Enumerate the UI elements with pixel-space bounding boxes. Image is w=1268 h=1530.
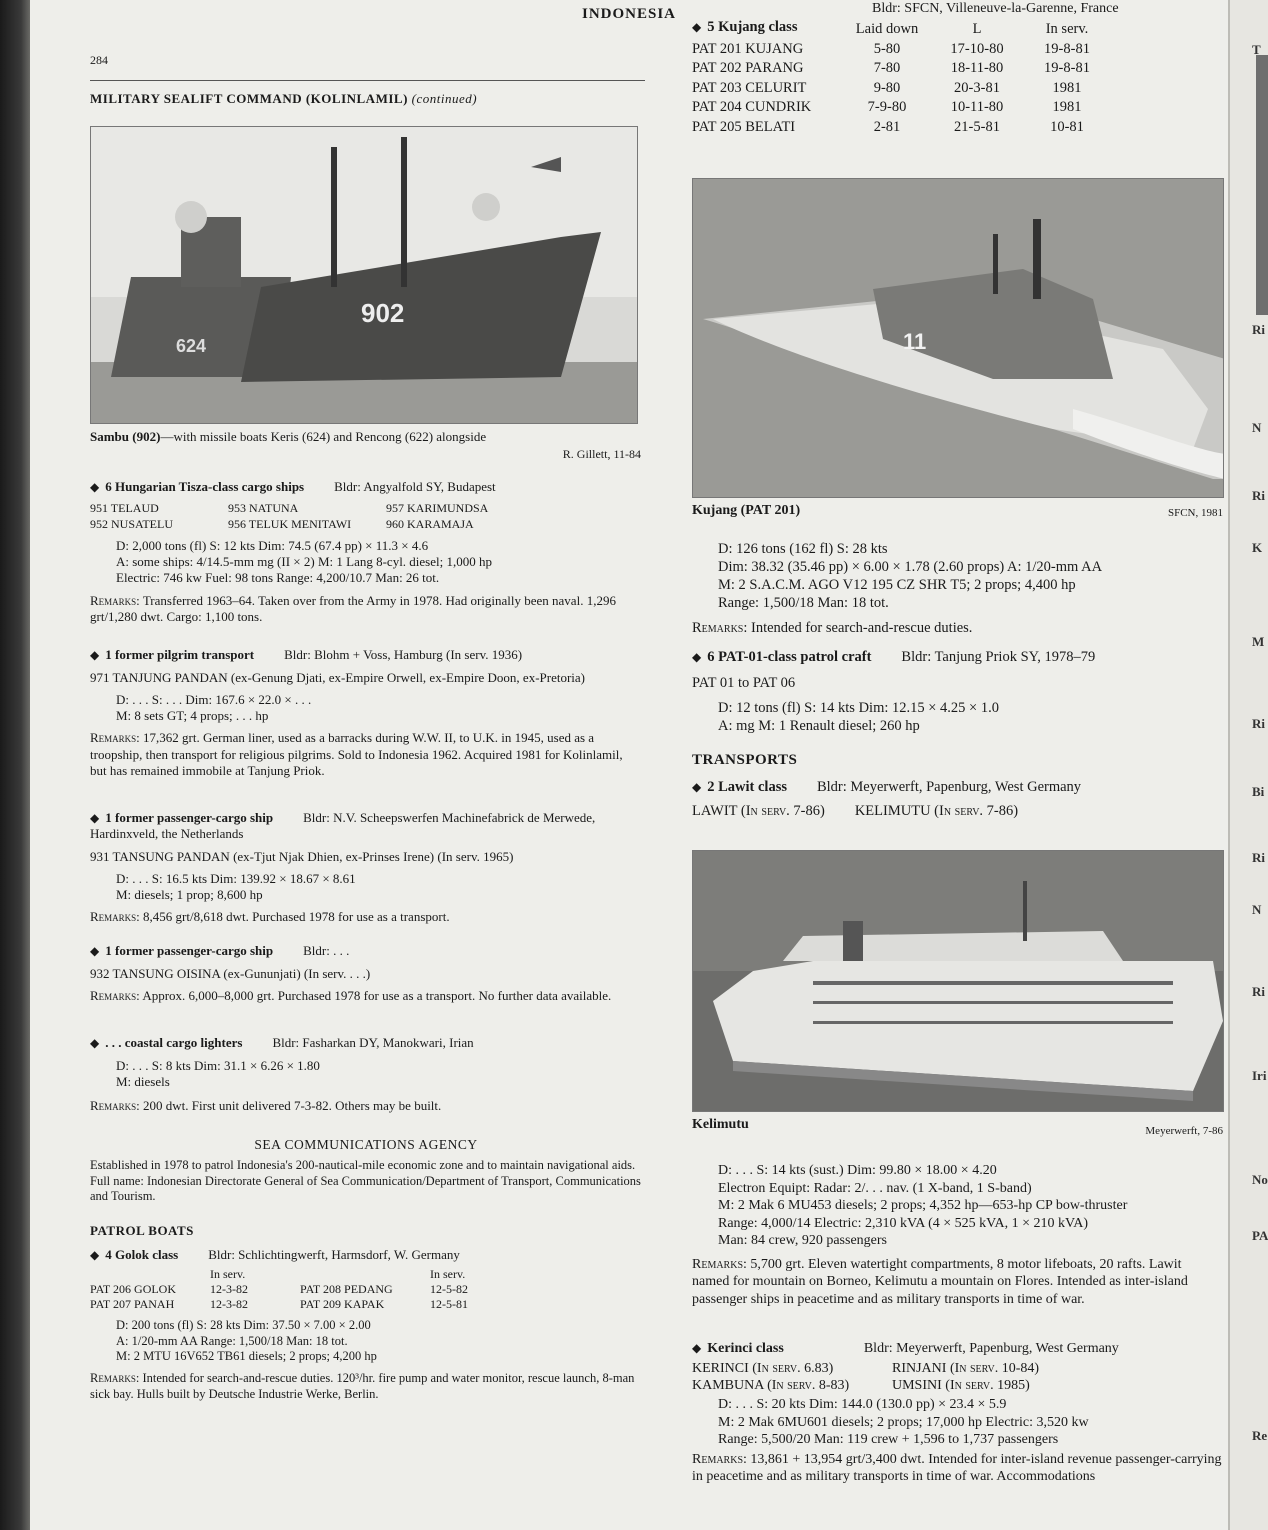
adjacent-photo-edge: [1256, 55, 1268, 315]
sea-comm-section: [90, 1136, 642, 1205]
sea-comm-heading: SEA COMMUNICATIONS AGENCY: [254, 1137, 478, 1152]
cell: 19-8-81: [1044, 40, 1090, 57]
kujang-spec-1: D: 126 tons (162 fl) S: 28 kts: [718, 541, 888, 557]
lawit-remarks: 5,700 grt. Eleven watertight compartments, 8 motor lifeboats, 20 rafts. Lawit named for mountain on Borneo, Kelimutu a mountain on Flores. Intended as inter-island passenger ships in peacetime and as military transports in time of war.: [692, 1256, 1188, 1307]
cell: 7-9-80: [867, 99, 907, 116]
pilgrim-class: 1 former pilgrim transport: [105, 647, 255, 662]
header-rule: [90, 80, 645, 81]
passenger2-ship: 932 TANSUNG OISINA (ex-Gununjati) (In serv. . . .): [90, 965, 371, 981]
lighters-class: . . . coastal cargo lighters: [105, 1035, 243, 1050]
pilgrim-builder: Bldr: Blohm + Voss, Hamburg (In serv. 1936): [284, 647, 523, 662]
tisza-ship-list: [90, 500, 642, 532]
book-page: [30, 0, 1228, 1530]
kujang-photo: [692, 178, 1224, 498]
transports-heading: TRANSPORTS: [692, 752, 798, 768]
diamond-icon: ◆: [692, 650, 702, 664]
table-row: [692, 118, 1212, 138]
remarks-label: Remarks:: [90, 909, 140, 925]
ship-date: 12-3-82: [210, 1297, 248, 1312]
cell: 5-80: [873, 40, 901, 57]
kerinci-entry: [692, 1340, 1222, 1486]
lawit-spec-3: M: 2 Mak 6 MU453 diesels; 2 props; 4,352 hp—653-hp CP bow-thruster: [718, 1198, 1128, 1213]
golok-remarks: Intended for search-and-rescue duties. 120³/hr. fire pump and water monitor, rescue launch, 8-man sick bay. Hulls built by Deutsche Industrie Werke, Berlin.: [90, 1370, 635, 1401]
pilgrim-ship: 971 TANJUNG PANDAN (ex-Genung Djati, ex-Empire Orwell, ex-Empire Doon, ex-Pretoria): [90, 669, 586, 685]
ship-name: 956 TELUK MENITAWI: [228, 516, 352, 531]
ship-name: 951 TELAUD: [90, 500, 159, 515]
diamond-icon: ◆: [692, 780, 702, 795]
golok-builder: Bldr: Schlichtingwerft, Harmsdorf, W. Germany: [208, 1246, 460, 1262]
ship-name: PAT 206 GOLOK: [90, 1282, 177, 1297]
golok-ship-table: [90, 1267, 642, 1312]
ship-date: 12-3-82: [210, 1282, 248, 1297]
ship-name: PAT 209 KAPAK: [300, 1297, 385, 1312]
lighters-builder: Bldr: Fasharkan DY, Manokwari, Irian: [272, 1035, 474, 1050]
passenger-cargo-entry-2: [90, 942, 642, 1004]
diamond-icon: ◆: [90, 1036, 100, 1050]
kerinci-builder: Bldr: Meyerwerft, Papenburg, West Germany: [863, 1341, 1119, 1356]
cell: 17-10-80: [950, 40, 1004, 57]
lawit-spec-2: Electron Equipt: Radar: 2/. . . nav. (1 X-band, 1 S-band): [718, 1180, 1032, 1196]
kujang-remarks: Intended for search-and-rescue duties.: [751, 619, 973, 636]
cell: 20-3-81: [954, 79, 1000, 96]
passenger1-builder: Bldr: N.V. Scheepswerfen Machinefabrick de Merwede, Hardinxveld, the Netherlands: [90, 810, 596, 842]
edge-text: N: [1252, 902, 1262, 917]
passenger2-class: 1 former passenger-cargo ship: [105, 943, 274, 958]
pat01-builder: Bldr: Tanjung Priok SY, 1978–79: [901, 649, 1096, 665]
transports-section: [692, 750, 1222, 821]
lighters-spec-2: M: diesels: [116, 1073, 170, 1089]
kujang-credit: SFCN, 1981: [1167, 507, 1223, 519]
edge-text: Re: [1252, 1428, 1268, 1443]
header-cell: Laid down: [855, 21, 919, 37]
passenger-cargo-entry-1: [90, 810, 642, 926]
passenger1-class: 1 former passenger-cargo ship: [105, 810, 274, 825]
passenger1-spec-2: M: diesels; 1 prop; 8,600 hp: [116, 887, 263, 902]
passenger2-builder: Bldr: . . .: [303, 943, 350, 958]
sambu-photo-image: [91, 127, 638, 424]
diamond-icon: ◆: [90, 648, 100, 662]
remarks-label: Remarks:: [90, 987, 140, 1003]
lighters-entry: [90, 1034, 642, 1114]
sambu-photo: [90, 126, 638, 424]
table-row: [692, 79, 1212, 99]
section-title-text: MILITARY SEALIFT COMMAND (KOLINLAMIL): [90, 91, 408, 106]
sambu-caption-bold: Sambu (902): [90, 429, 161, 444]
kujang-builder: Bldr: SFCN, Villeneuve-la-Garenne, France: [872, 1, 1119, 16]
in-serv-header: In serv.: [210, 1267, 246, 1282]
kerinci-spec-3: Range: 5,500/20 Man: 119 crew + 1,596 to 1,737 passengers: [718, 1432, 1059, 1448]
edge-text: Ri: [1252, 322, 1265, 337]
kujang-spec-2: Dim: 38.32 (35.46 pp) × 6.00 × 1.78 (2.60 props) A: 1/20-mm AA: [718, 559, 1103, 576]
diamond-icon: ◆: [692, 20, 702, 34]
kujang-table: [692, 20, 1212, 137]
kelimutu-ship: KELIMUTU (In serv. 7-86): [854, 802, 1019, 819]
passenger1-remarks: 8,456 grt/8,618 dwt. Purchased 1978 for use as a transport.: [143, 909, 450, 925]
lawit-spec-1: D: . . . S: 14 kts (sust.) Dim: 99.80 × 18.00 × 4.20: [718, 1163, 997, 1178]
edge-text: Iri: [1252, 1068, 1267, 1083]
sea-comm-text: Established in 1978 to patrol Indonesia's 200-nautical-mile economic zone and to maintain navigational aids. Full name: Indonesian Directorate General of Sea Communication/Department of Transport, Communications and Tourism.: [90, 1158, 641, 1204]
pat01-entry: [692, 648, 1222, 735]
remarks-label: Remarks:: [692, 1256, 747, 1272]
remarks-label: Remarks:: [692, 619, 748, 636]
cell: PAT 202 PARANG: [692, 60, 804, 77]
running-head: INDONESIA: [582, 6, 677, 22]
cell: PAT 204 CUNDRIK: [692, 99, 812, 116]
remarks-label: Remarks:: [90, 592, 140, 608]
diamond-icon: ◆: [90, 811, 100, 825]
cell: 9-80: [873, 79, 901, 96]
patrol-heading: PATROL BOATS: [90, 1223, 194, 1238]
sambu-caption-text: —with missile boats Keris (624) and Rencong (622) alongside: [160, 429, 487, 444]
tisza-remarks: Transferred 1963–64. Taken over from the Army in 1978. Had originally been naval. 1,296 grt/1,280 dwt. Cargo: 1,100 tons.: [90, 592, 616, 624]
kerinci-ship: KERINCI (In serv. 6.83): [692, 1360, 834, 1376]
ship-name: 960 KARAMAJA: [386, 516, 474, 531]
cell: 1981: [1052, 99, 1082, 116]
edge-text: M: [1252, 634, 1265, 649]
kerinci-spec-2: M: 2 Mak 6MU601 diesels; 2 props; 17,000 hp Electric: 3,520 kw: [718, 1414, 1089, 1430]
tisza-spec-3: Electric: 746 kw Fuel: 98 tons Range: 4,200/10.7 Man: 26 tot.: [116, 570, 440, 586]
pat01-spec-1: D: 12 tons (fl) S: 14 kts Dim: 12.15 × 4.25 × 1.0: [718, 700, 999, 717]
adjacent-page-edge: [1228, 0, 1268, 1530]
lighters-spec-1: D: . . . S: 8 kts Dim: 31.1 × 6.26 × 1.80: [116, 1057, 320, 1073]
kujang-spec-4: Range: 1,500/18 Man: 18 tot.: [718, 595, 889, 612]
cell: 19-8-81: [1044, 60, 1090, 77]
lighters-remarks: 200 dwt. First unit delivered 7-3-82. Others may be built.: [143, 1098, 442, 1114]
kujang-table-header: [692, 20, 1212, 40]
edge-text: Bi: [1252, 784, 1265, 799]
cell: 7-80: [873, 60, 901, 77]
cell: PAT 205 BELATI: [692, 118, 796, 135]
passenger1-spec-1: D: . . . S: 16.5 kts Dim: 139.92 × 18.67 × 8.61: [116, 870, 356, 886]
golok-class: 4 Golok class: [105, 1246, 179, 1262]
edge-text: Ri: [1252, 716, 1265, 731]
left-column: [88, 30, 643, 1510]
pilgrim-entry: [90, 646, 642, 779]
golok-spec-1: D: 200 tons (fl) S: 28 kts Dim: 37.50 × 7.00 × 2.00: [116, 1318, 371, 1333]
kujang-photo-image: [693, 179, 1224, 498]
cell: 10-11-80: [950, 99, 1004, 116]
kujang-hull-mark: 11: [903, 329, 927, 354]
cell: 2-81: [873, 118, 901, 135]
cell: 10-81: [1050, 118, 1084, 135]
edge-text: Ri: [1252, 850, 1265, 865]
cell: 18-11-80: [950, 60, 1004, 77]
umsini-ship: UMSINI (In serv. 1985): [892, 1377, 1030, 1393]
kujang-specs: [692, 540, 1222, 638]
edge-text: No: [1252, 1172, 1268, 1187]
rinjani-ship: RINJANI (In serv. 10-84): [892, 1360, 1040, 1376]
remarks-label: Remarks:: [90, 1098, 140, 1114]
ship-name: PAT 208 PEDANG: [300, 1282, 393, 1297]
tisza-spec-2: A: some ships: 4/14.5-mm mg (II × 2) M: 1 Lang 8-cyl. diesel; 1,000 hp: [116, 554, 492, 570]
remarks-label: Remarks:: [90, 730, 140, 746]
in-serv-header: In serv.: [430, 1267, 466, 1282]
passenger1-ship: 931 TANSUNG PANDAN (ex-Tjut Njak Dhien, ex-Prinses Irene) (In serv. 1965): [90, 848, 514, 864]
diamond-icon: ◆: [90, 480, 100, 494]
edge-text: N: [1252, 420, 1262, 435]
table-row: [692, 40, 1212, 60]
section-title-continued: (continued): [411, 91, 478, 106]
sambu-credit: R. Gillett, 11-84: [562, 447, 641, 461]
kelimutu-photo-image: [693, 851, 1224, 1112]
kelimutu-photo: [692, 850, 1224, 1112]
header-cell: In serv.: [1045, 21, 1089, 37]
kujang-class: 5 Kujang class: [707, 19, 798, 35]
lawit-class: 2 Lawit class: [707, 779, 787, 796]
kambuna-ship: KAMBUNA (In serv. 8-83): [692, 1377, 850, 1393]
kujang-spec-3: M: 2 S.A.C.M. AGO V12 195 CZ SHR T5; 2 props; 4,400 hp: [718, 577, 1076, 594]
edge-text: K: [1252, 540, 1263, 555]
hull-number-902: 902: [361, 298, 405, 328]
passenger2-remarks: Approx. 6,000–8,000 grt. Purchased 1978 for use as a transport. No further data available.: [142, 987, 612, 1003]
edge-text: Ri: [1252, 984, 1265, 999]
cell: PAT 203 CELURIT: [692, 79, 807, 96]
remarks-label: Remarks:: [692, 1451, 747, 1467]
ship-name: 952 NUSATELU: [90, 516, 173, 531]
golok-spec-2: A: 1/20-mm AA Range: 1,500/18 Man: 18 tot.: [116, 1333, 348, 1348]
header-cell: L: [972, 21, 982, 37]
hull-number-624: 624: [176, 336, 207, 356]
lawit-spec-4: Range: 4,000/14 Electric: 2,310 kVA (4 × 525 kVA, 1 × 210 kVA): [718, 1215, 1089, 1231]
ship-name: PAT 207 PANAH: [90, 1297, 175, 1312]
sambu-caption: [90, 428, 638, 446]
pat01-ships: PAT 01 to PAT 06: [692, 674, 796, 691]
section-title: [90, 90, 477, 108]
pat01-class: 6 PAT-01-class patrol craft: [707, 649, 872, 665]
pilgrim-spec-2: M: 8 sets GT; 4 props; . . . hp: [116, 708, 269, 724]
golok-spec-3: M: 2 MTU 16V652 TB61 diesels; 2 props; 4,200 hp: [116, 1349, 377, 1364]
remarks-label: Remarks:: [90, 1370, 140, 1385]
pat01-spec-2: A: mg M: 1 Renault diesel; 260 hp: [718, 718, 920, 735]
ship-date: 12-5-82: [430, 1282, 468, 1297]
edge-text: PA: [1252, 1228, 1268, 1243]
tisza-spec-1: D: 2,000 tons (fl) S: 12 kts Dim: 74.5 (67.4 pp) × 11.3 × 4.6: [116, 537, 429, 553]
kerinci-remarks: 13,861 + 13,954 grt/3,400 dwt. Intended for inter-island revenue passenger-carrying in peacetime and as military transports in time of war. Accommodations: [692, 1451, 1222, 1485]
page-number: 284: [90, 53, 108, 67]
ship-date: 12-5-81: [430, 1297, 468, 1312]
cell: 21-5-81: [954, 118, 1000, 135]
kujang-caption: Kujang (PAT 201): [692, 503, 801, 518]
kerinci-class: Kerinci class: [707, 1341, 784, 1356]
lawit-ship: LAWIT (In serv. 7-86): [692, 802, 825, 819]
ship-name: 953 NATUNA: [228, 500, 299, 515]
pilgrim-remarks: 17,362 grt. German liner, used as a barracks during W.W. II, to U.K. in 1945, used as a troopship, then transport for religious pilgrims. Sold to Indonesia 1962. Acquired 1981 for Kolinlamil, but has remained immobile at Tanjung Priok.: [90, 730, 623, 778]
kelimutu-credit: Meyerwerft, 7-86: [1145, 1125, 1223, 1137]
diamond-icon: ◆: [90, 1247, 100, 1262]
edge-text: Ri: [1252, 488, 1265, 503]
table-row: [692, 59, 1212, 79]
edge-text: T: [1252, 42, 1261, 57]
tisza-builder: Bldr: Angyalfold SY, Budapest: [334, 479, 496, 494]
lawit-specs: [692, 1162, 1222, 1308]
patrol-boats-section: [90, 1222, 642, 1402]
lawit-spec-5: Man: 84 crew, 920 passengers: [718, 1233, 887, 1248]
cell: 1981: [1052, 79, 1082, 96]
pilgrim-spec-1: D: . . . S: . . . Dim: 167.6 × 22.0 × . . .: [116, 691, 312, 707]
ship-name: 957 KARIMUNDSA: [386, 500, 489, 515]
tisza-class: 6 Hungarian Tisza-class cargo ships: [105, 479, 305, 494]
kerinci-spec-1: D: . . . S: 20 kts Dim: 144.0 (130.0 pp) × 23.4 × 5.9: [718, 1397, 1007, 1413]
diamond-icon: ◆: [90, 944, 100, 958]
book-spine: [0, 0, 30, 1530]
lawit-builder: Bldr: Meyerwerft, Papenburg, West Germany: [816, 779, 1082, 796]
tisza-entry: [90, 478, 642, 625]
header-cell: [692, 20, 842, 40]
diamond-icon: ◆: [692, 1341, 702, 1355]
cell: PAT 201 KUJANG: [692, 40, 804, 57]
table-row: [692, 98, 1212, 118]
kelimutu-caption: Kelimutu: [692, 1117, 749, 1132]
